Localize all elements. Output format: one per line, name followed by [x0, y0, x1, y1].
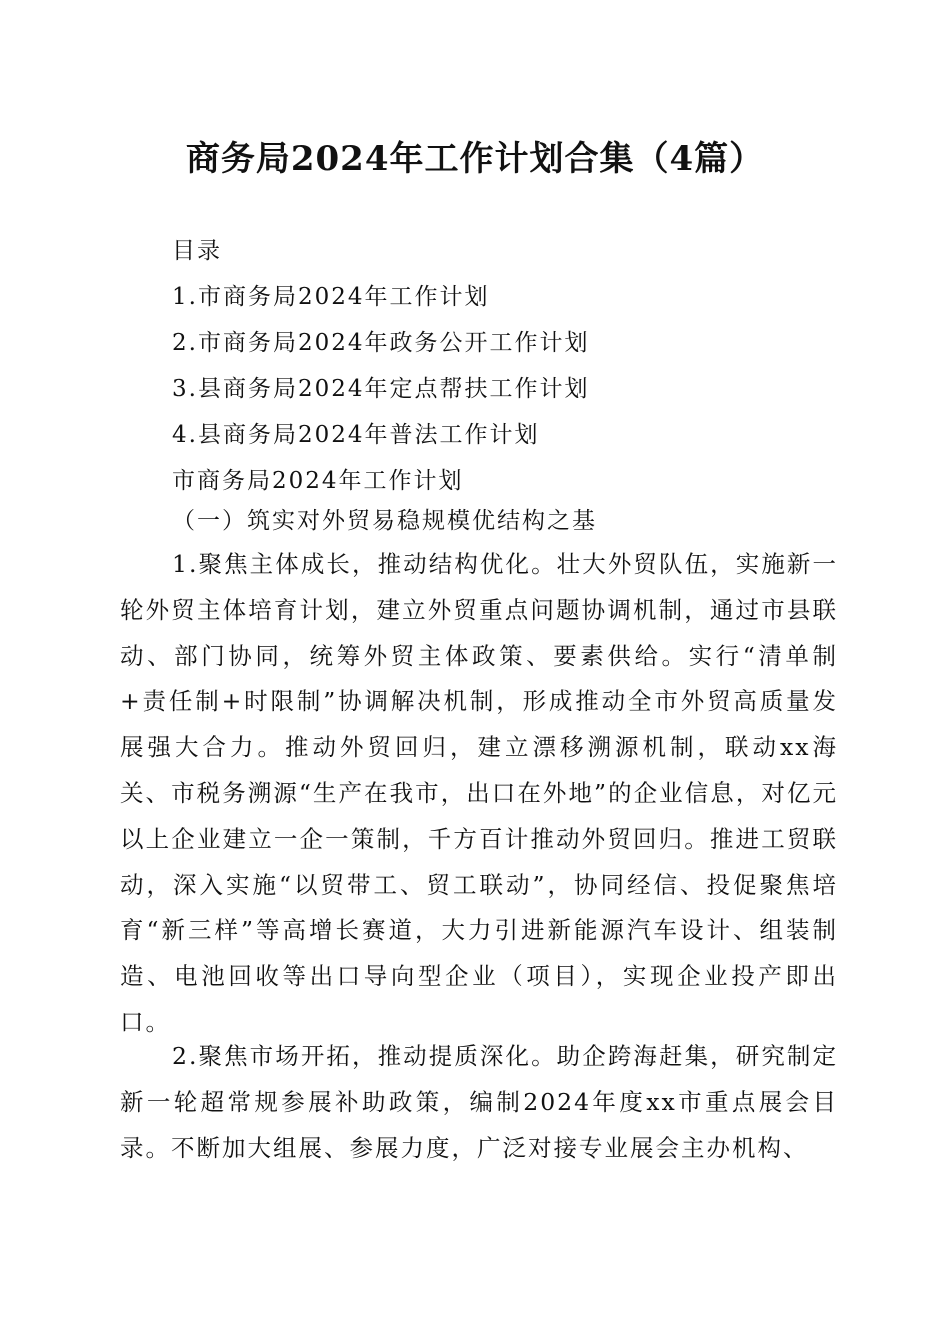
body-paragraph: 2.聚焦市场开拓，推动提质深化。助企跨海赶集，研究制定新一轮超常规参展补助政策，编制2024年度xx市重点展会目录。不断加大组展、参展力度，广泛对接专业展会主办机构、: [120, 1042, 838, 1162]
toc-item: 3.县商务局2024年定点帮扶工作计划: [172, 376, 590, 402]
toc-item: 4.县商务局2024年普法工作计划: [172, 422, 540, 448]
body-paragraph: 1.聚焦主体成长，推动结构优化。壮大外贸队伍，实施新一轮外贸主体培育计划，建立外贸重点问题协调机制，通过市县联动、部门协同，统筹外贸主体政策、要素供给。实行“清单制+责任制+时限制”协调解决机制，形成推动全市外贸高质量发展强大合力。推动外贸回归，建立漂移溯源机制，联动xx海关、市税务溯源“生产在我市，出口在外地”的企业信息，对亿元以上企业建立一企一策制，千方百计推动外贸回归。推进工贸联动，深入实施“以贸带工、贸工联动”，协同经信、投促聚焦培育“新三样”等高增长赛道，大力引进新能源汽车设计、组装制造、电池回收等出口导向型企业（项目），实现企业投产即出口。: [120, 550, 838, 1036]
toc-item: 1.市商务局2024年工作计划: [172, 284, 490, 310]
toc-heading: 目录: [172, 238, 222, 264]
document-title: 商务局2024年工作计划合集（4篇）: [185, 139, 765, 179]
toc-item: 2.市商务局2024年政务公开工作计划: [172, 330, 590, 356]
table-of-contents: [172, 228, 872, 504]
section-heading: （一）筑实对外贸易稳规模优结构之基: [172, 508, 597, 534]
article-title: 市商务局2024年工作计划: [172, 468, 464, 494]
